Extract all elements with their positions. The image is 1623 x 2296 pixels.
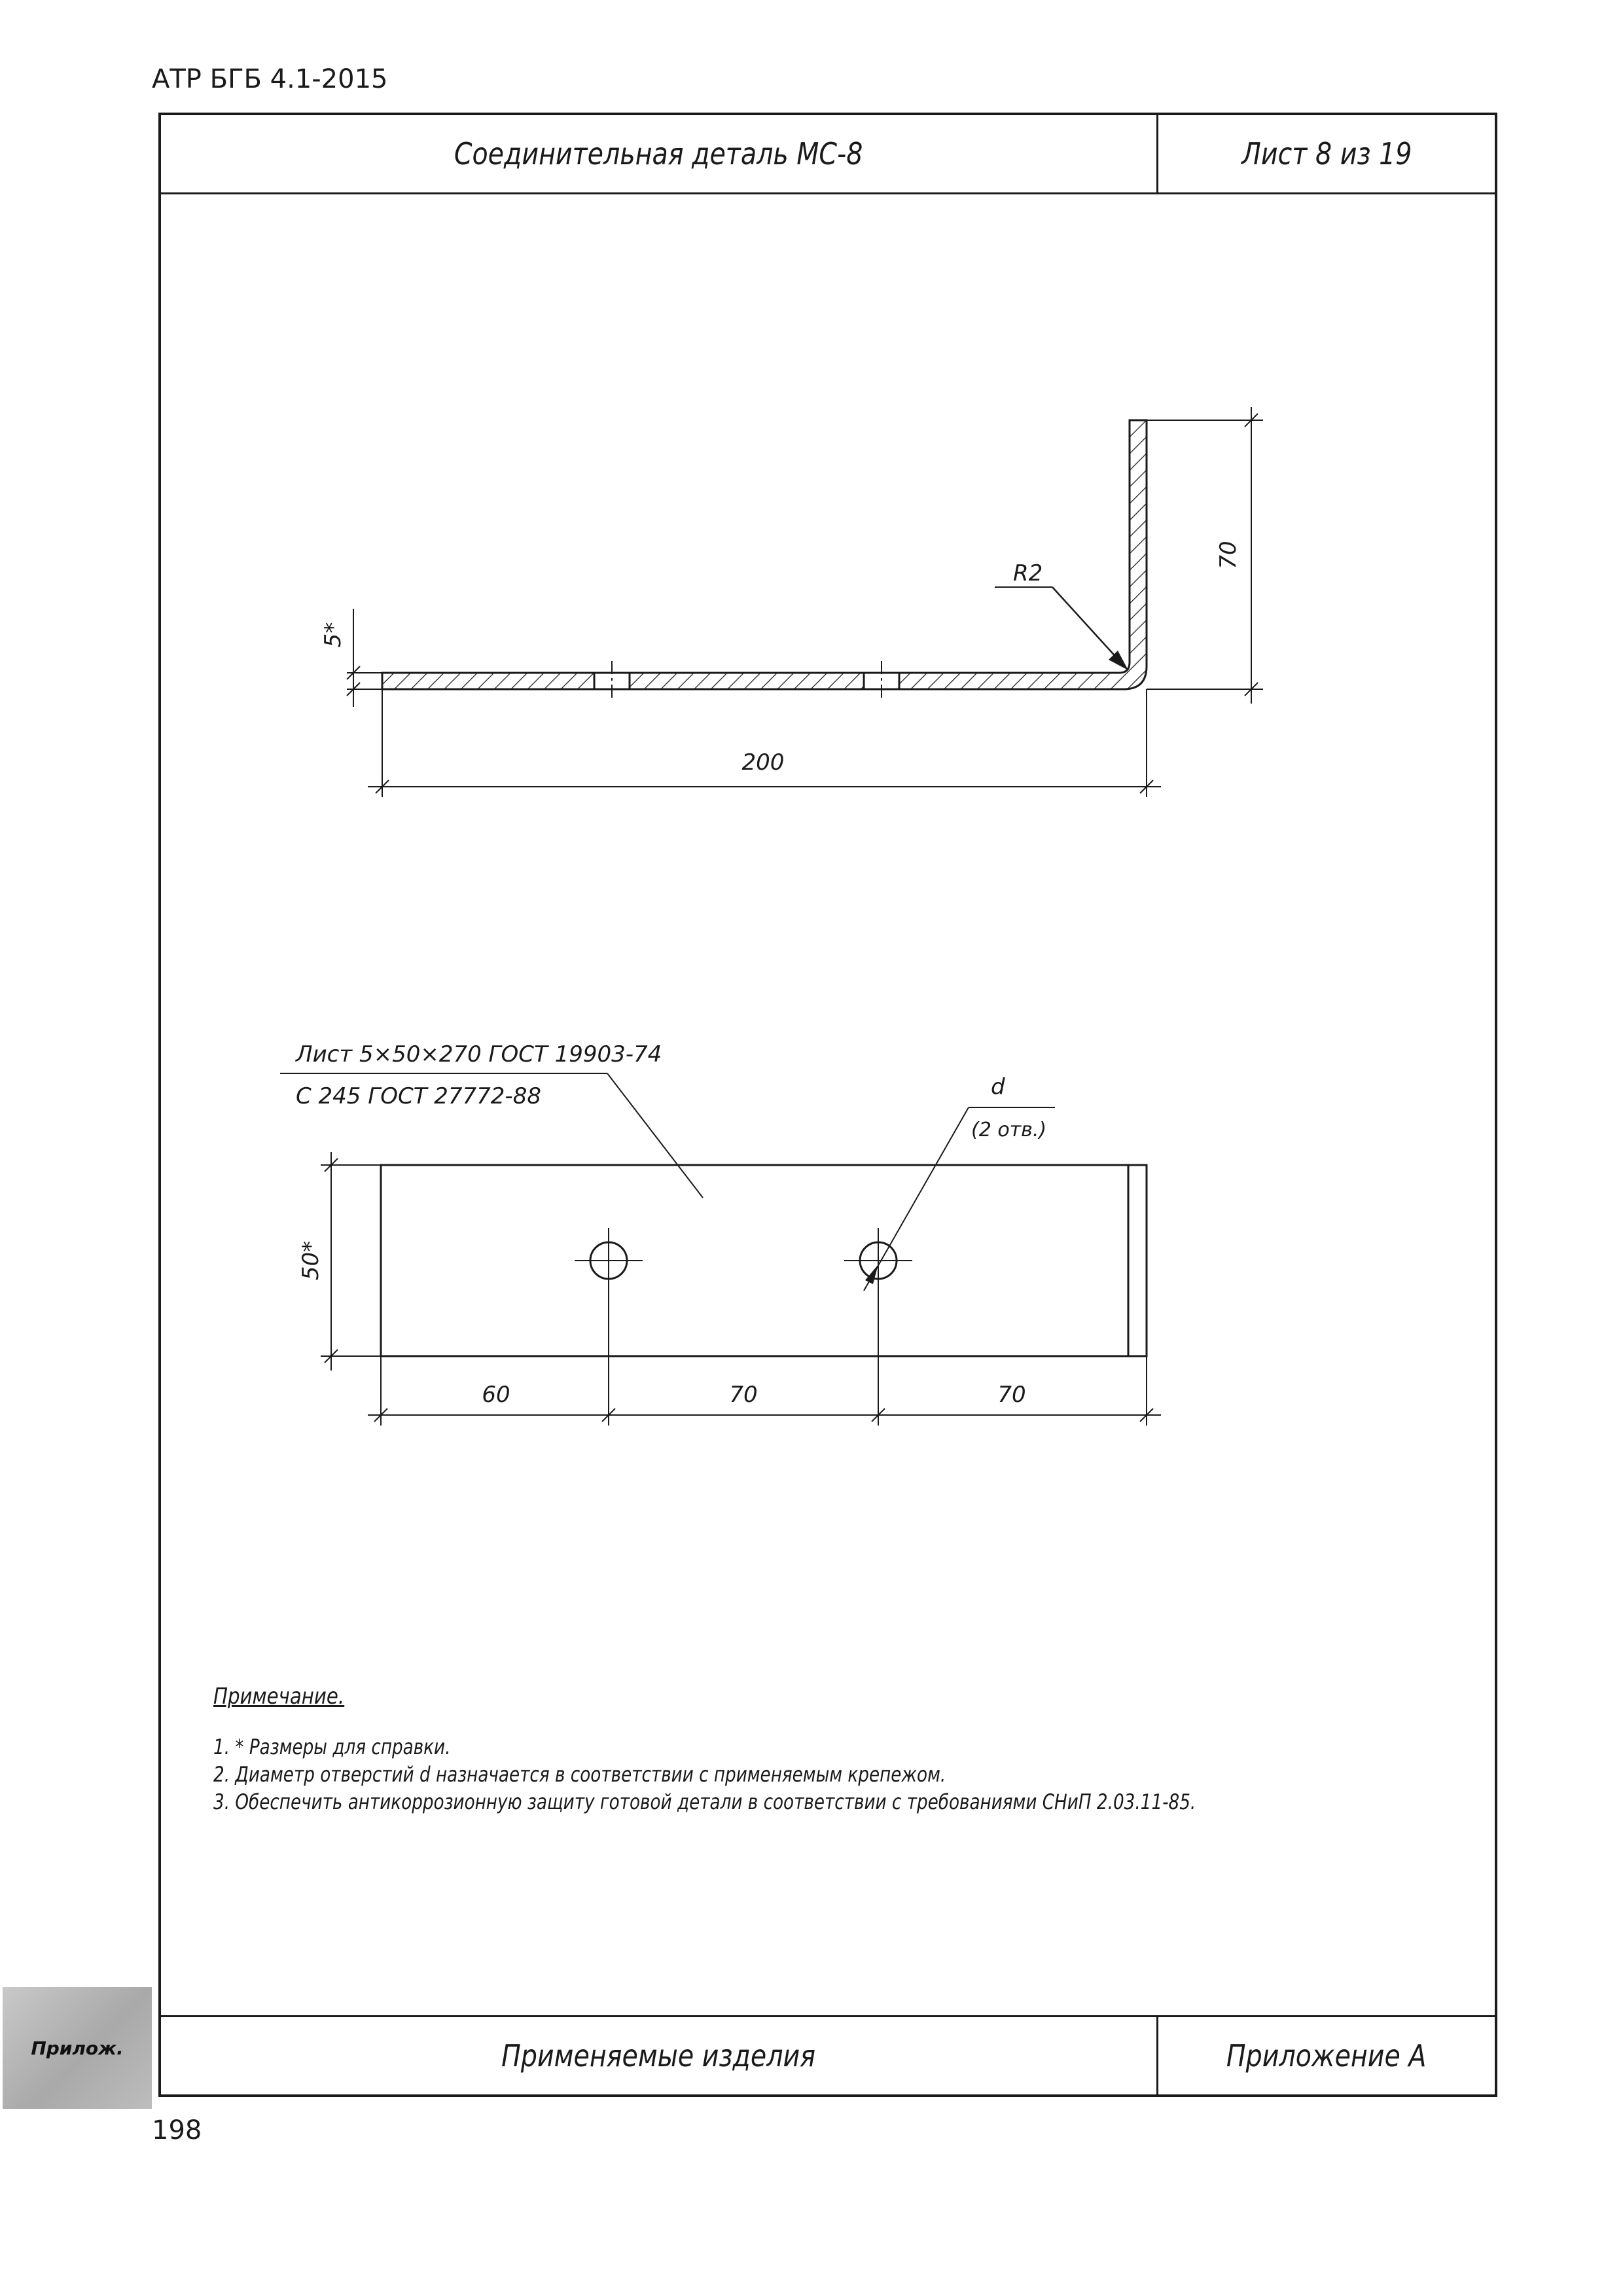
plate-outline	[381, 1165, 1147, 1356]
footer-title: Применяемые изделия	[501, 2038, 816, 2073]
length-dimension: 200	[741, 749, 785, 776]
sheet-number: Лист 8 из 19	[1241, 136, 1412, 171]
width-dimension: 50*	[298, 1240, 324, 1281]
drawing-title: Соединительная деталь МС-8	[454, 136, 863, 171]
side-tab-label: Прилож.	[31, 2037, 124, 2059]
side-view	[347, 407, 1263, 797]
note-item: 1. * Размеры для справки.	[213, 1734, 451, 1759]
segment-dimension-2: 70	[729, 1382, 758, 1408]
leader-arrow	[1109, 651, 1128, 670]
material-spec-line2: С 245 ГОСТ 27772-88	[296, 1083, 541, 1109]
segment-dimension-1: 60	[482, 1382, 510, 1408]
notes-title: Примечание.	[213, 1683, 345, 1710]
hole-diameter-label: d	[991, 1074, 1005, 1100]
material-leader	[607, 1073, 703, 1198]
height-dimension: 70	[1215, 541, 1241, 569]
thickness-dimension: 5*	[320, 622, 346, 648]
document-code: АТР БГБ 4.1-2015	[152, 64, 388, 94]
hole-count-label: (2 отв.)	[971, 1119, 1047, 1141]
hole-leader	[864, 1107, 969, 1291]
page-number: 198	[152, 2115, 202, 2145]
note-item: 3. Обеспечить антикоррозионную защиту готовой детали в соответствии с требованиями СНиП 2.03.11-85.	[213, 1789, 1196, 1814]
segment-dimension-3: 70	[997, 1382, 1026, 1408]
material-spec-line1: Лист 5×50×270 ГОСТ 19903-74	[296, 1041, 662, 1067]
flange-segment-2	[630, 673, 864, 689]
bend-radius-label: R2	[1013, 560, 1043, 586]
appendix-side-tab	[3, 1987, 152, 2109]
notes-block	[213, 1683, 1412, 1816]
footer-appendix: Приложение А	[1226, 2038, 1427, 2073]
note-item: 2. Диаметр отверстий d назначается в соответствии с применяемым крепежом.	[213, 1762, 946, 1787]
flange-segment-1	[382, 673, 594, 689]
